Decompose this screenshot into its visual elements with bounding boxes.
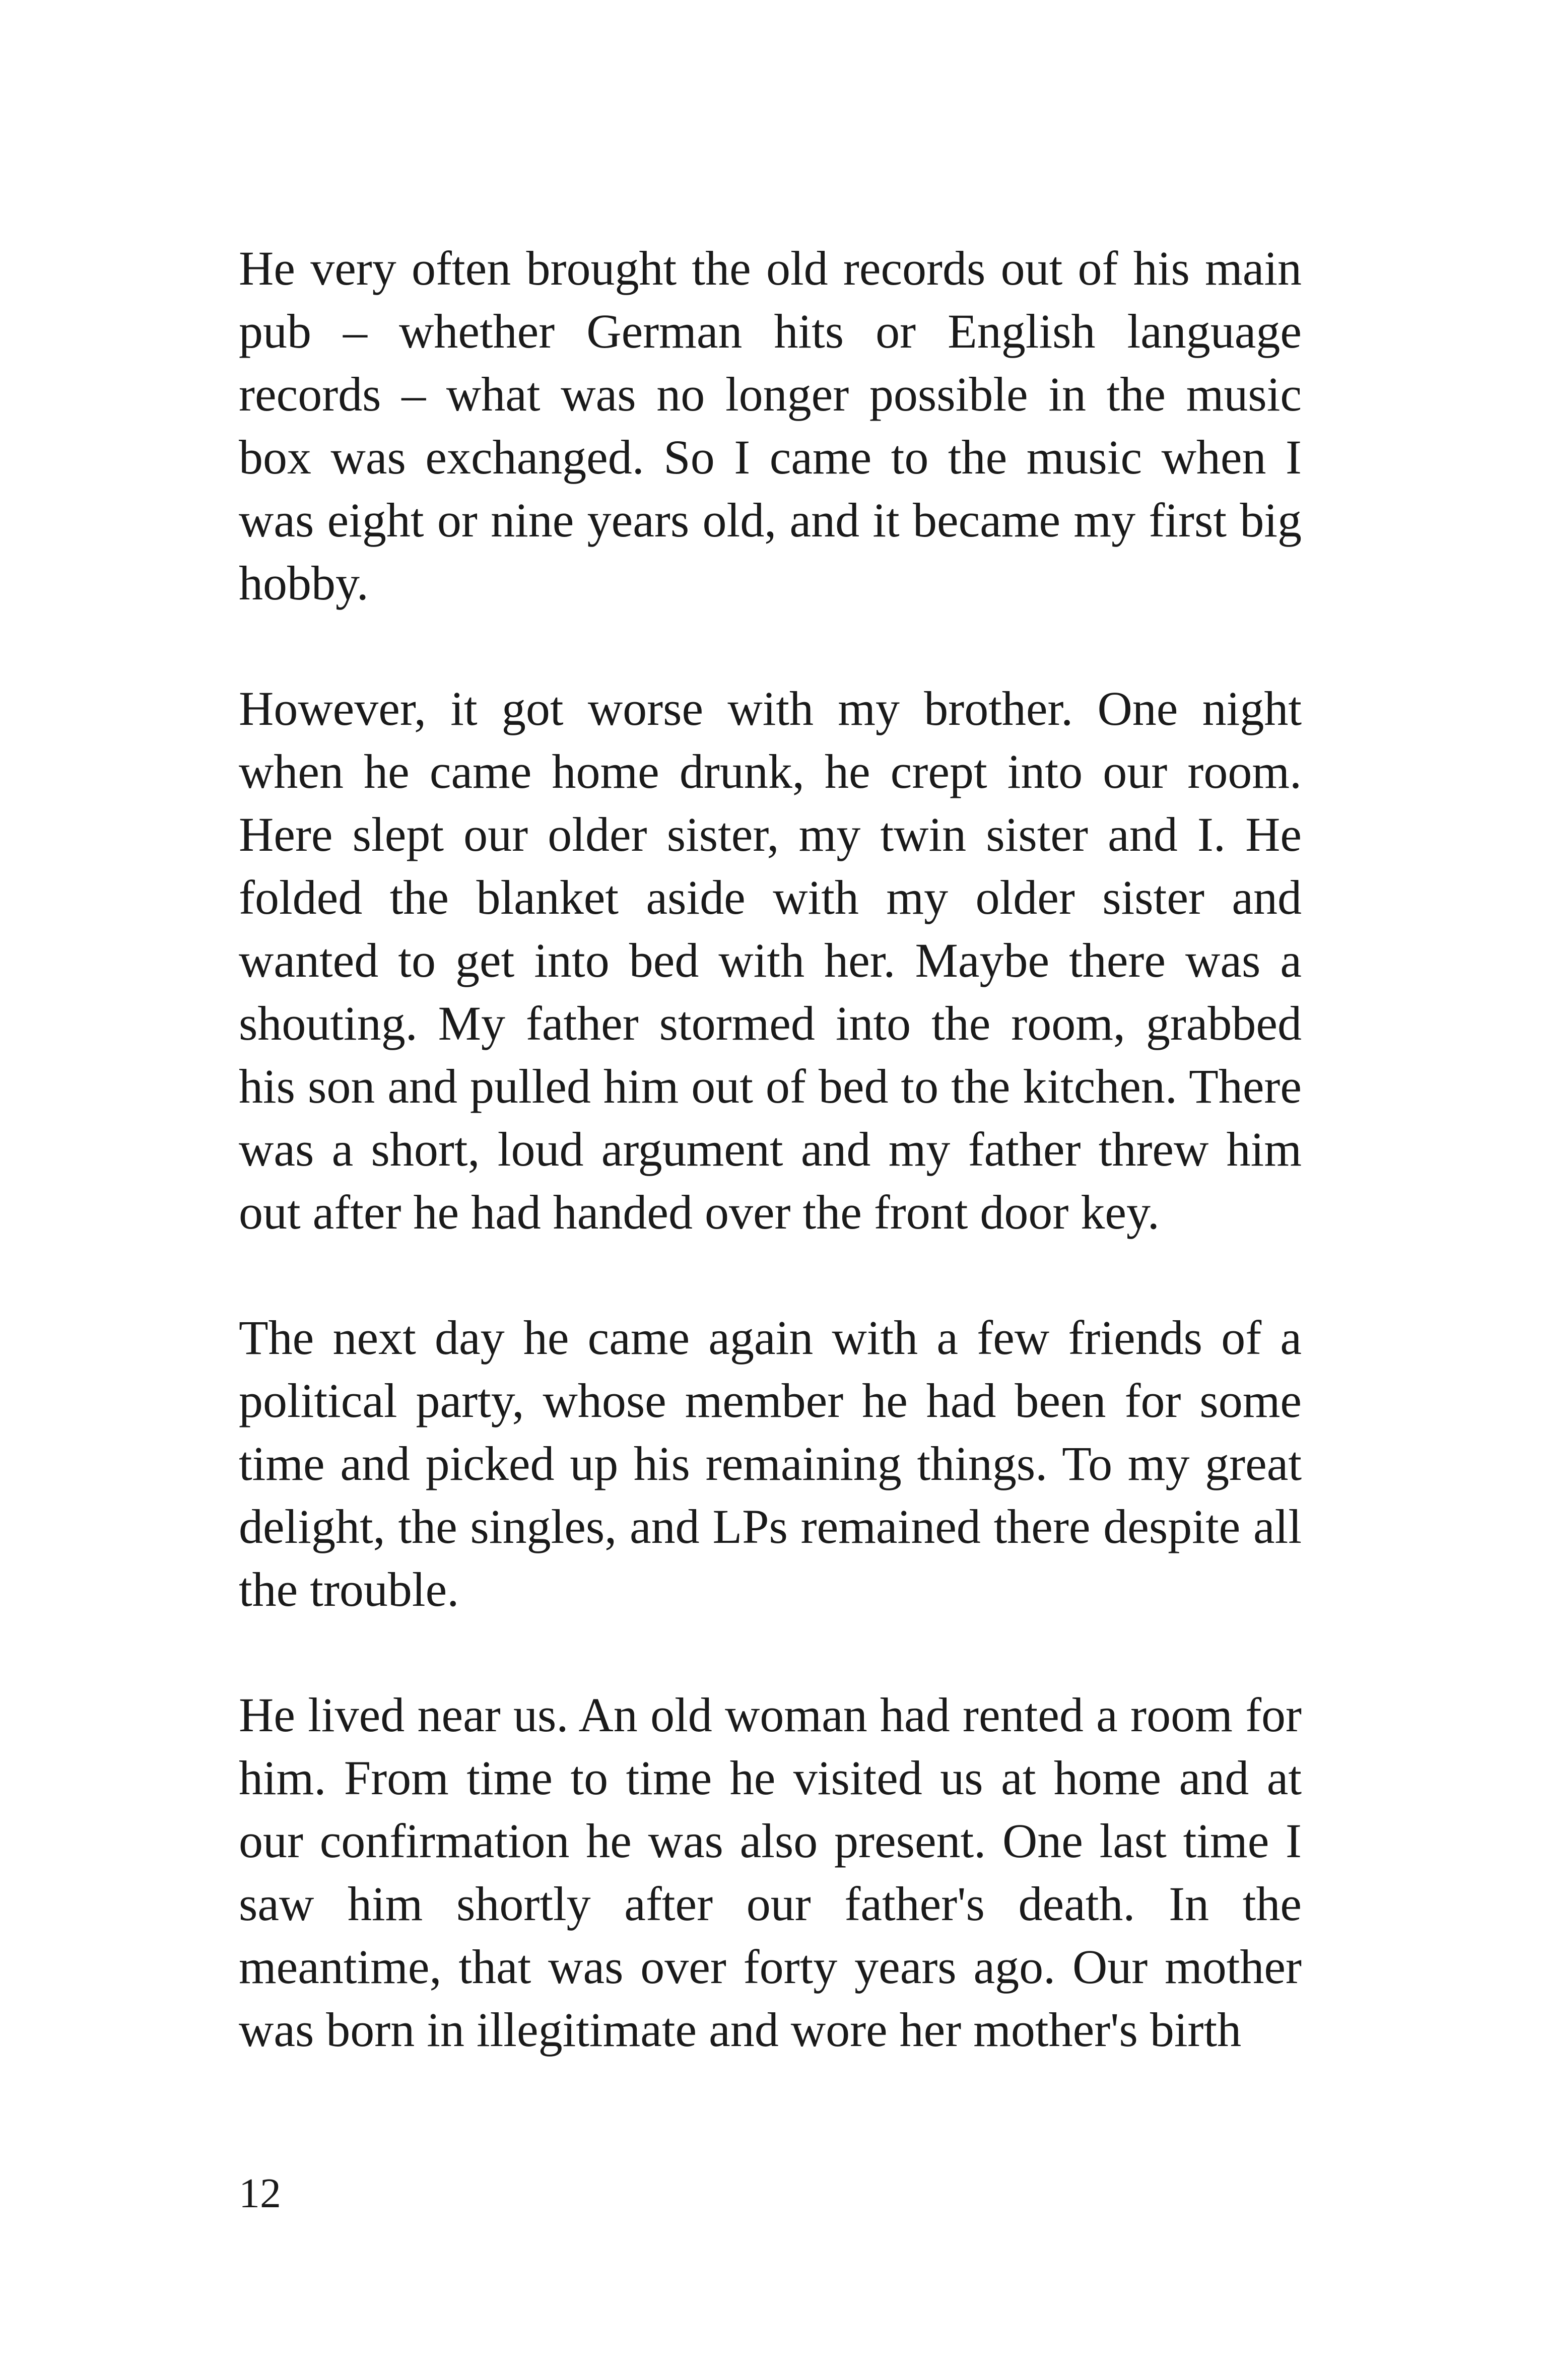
paragraph-2: However, it got worse with my brother. One night when he came home drunk, he crept into our room. Here slept our older sister, my twin sister and I. He folded the blanket aside with my older sister and wanted to get into bed with her. Maybe there was a shouting. My father stormed into the room, grabbed his son and pulled him out of bed to the kitchen. There was a short, loud argument and my father threw him out after he had handed over the front door key. (239, 682, 1302, 1239)
page-number: 12 (239, 2170, 281, 2217)
paragraph-3: The next day he came again with a few friends of a political party, whose member he had been for some time and picked up his remaining things. To my great delight, the singles, and LPs remained there despite all the trouble. (239, 1311, 1302, 1616)
page-body (239, 237, 1302, 2061)
paragraph-1: He very often brought the old records out of his main pub – whether German hits or English language records – what was no longer possible in the music box was exchanged. So I came to the music when I was eight or nine years old, and it became my first big hobby. (239, 241, 1302, 610)
paragraph-4: He lived near us. An old woman had rented a room for him. From time to time he visited us at home and at our confirmation he was also present. One last time I saw him shortly after our father's death. In the meantime, that was over forty years ago. Our mother was born in illegitimate and wore her mother's birth (239, 1688, 1302, 2057)
